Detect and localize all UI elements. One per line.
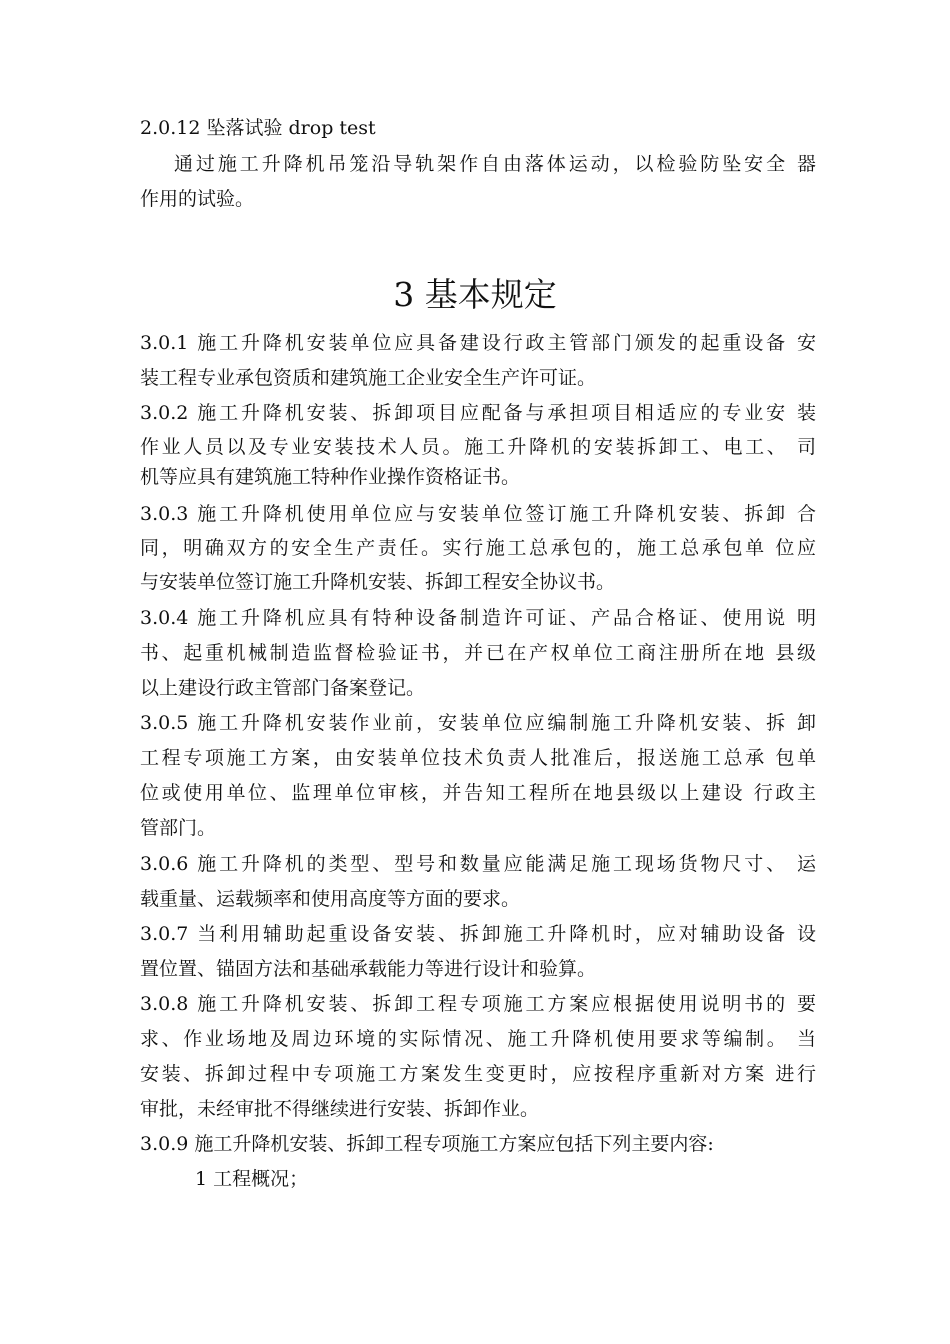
clause-3-0-4-line: 3.0.4 施工升降机应具有特种设备制造许可证、产品合格证、使用说 明 <box>140 607 816 629</box>
clause-3-0-9-line: 3.0.9 施工升降机安装、拆卸工程专项施工方案应包括下列主要内容: <box>140 1133 714 1155</box>
clause-2-0-12-body-line: 通过施工升降机吊笼沿导轨架作自由落体运动，以检验防坠安全 器 <box>174 153 816 175</box>
clause-3-0-2-line: 3.0.2 施工升降机安装、拆卸项目应配备与承担项目相适应的专业安 装 <box>140 402 816 424</box>
clause-3-0-7-line: 置位置、锚固方法和基础承载能力等进行设计和验算。 <box>140 958 597 980</box>
clause-3-0-5-line: 3.0.5 施工升降机安装作业前，安装单位应编制施工升降机安装、拆 卸 <box>140 712 816 734</box>
clause-2-0-12-body-line: 作用的试验。 <box>140 188 255 210</box>
clause-2-0-12-title: 2.0.12 坠落试验 drop test <box>140 117 376 139</box>
clause-3-0-9-item: 1 工程概况； <box>195 1168 309 1190</box>
clause-3-0-8-line: 3.0.8 施工升降机安装、拆卸工程专项施工方案应根据使用说明书的 要 <box>140 993 816 1015</box>
clause-3-0-4-line: 以上建设行政主管部门备案登记。 <box>140 677 426 699</box>
clause-3-0-1-line: 3.0.1 施工升降机安装单位应具备建设行政主管部门颁发的起重设备 安 <box>140 332 816 354</box>
clause-3-0-8-line: 求、作业场地及周边环境的实际情况、施工升降机使用要求等编制。 当 <box>140 1028 816 1050</box>
clause-3-0-6-line: 3.0.6 施工升降机的类型、型号和数量应能满足施工现场货物尺寸、 运 <box>140 853 816 875</box>
section-heading: 3 基本规定 <box>393 275 557 314</box>
clause-3-0-1-line: 装工程专业承包资质和建筑施工企业安全生产许可证。 <box>140 367 597 389</box>
clause-3-0-8-line: 安装、拆卸过程中专项施工方案发生变更时，应按程序重新对方案 进行 <box>140 1063 816 1085</box>
clause-3-0-6-line: 载重量、运载频率和使用高度等方面的要求。 <box>140 888 521 910</box>
clause-3-0-3-line: 3.0.3 施工升降机使用单位应与安装单位签订施工升降机安装、拆卸 合 <box>140 503 816 525</box>
clause-3-0-7-line: 3.0.7 当利用辅助起重设备安装、拆卸施工升降机时，应对辅助设备 设 <box>140 923 816 945</box>
clause-3-0-5-line: 位或使用单位、监理单位审核，并告知工程所在地县级以上建设 行政主 <box>140 782 816 804</box>
clause-3-0-2-line: 机等应具有建筑施工特种作业操作资格证书。 <box>140 466 521 488</box>
clause-3-0-8-line: 审批，未经审批不得继续进行安装、拆卸作业。 <box>140 1098 540 1120</box>
clause-3-0-5-line: 管部门。 <box>140 817 217 839</box>
clause-3-0-3-line: 同，明确双方的安全生产责任。实行施工总承包的，施工总承包单 位应 <box>140 537 816 559</box>
clause-3-0-2-line: 作业人员以及专业安装技术人员。施工升降机的安装拆卸工、电工、 司 <box>140 436 816 458</box>
clause-3-0-3-line: 与安装单位签订施工升降机安装、拆卸工程安全协议书。 <box>140 571 616 593</box>
clause-3-0-5-line: 工程专项施工方案，由安装单位技术负责人批准后，报送施工总承 包单 <box>140 747 816 769</box>
clause-3-0-4-line: 书、起重机械制造监督检验证书，并已在产权单位工商注册所在地 县级 <box>140 642 816 664</box>
